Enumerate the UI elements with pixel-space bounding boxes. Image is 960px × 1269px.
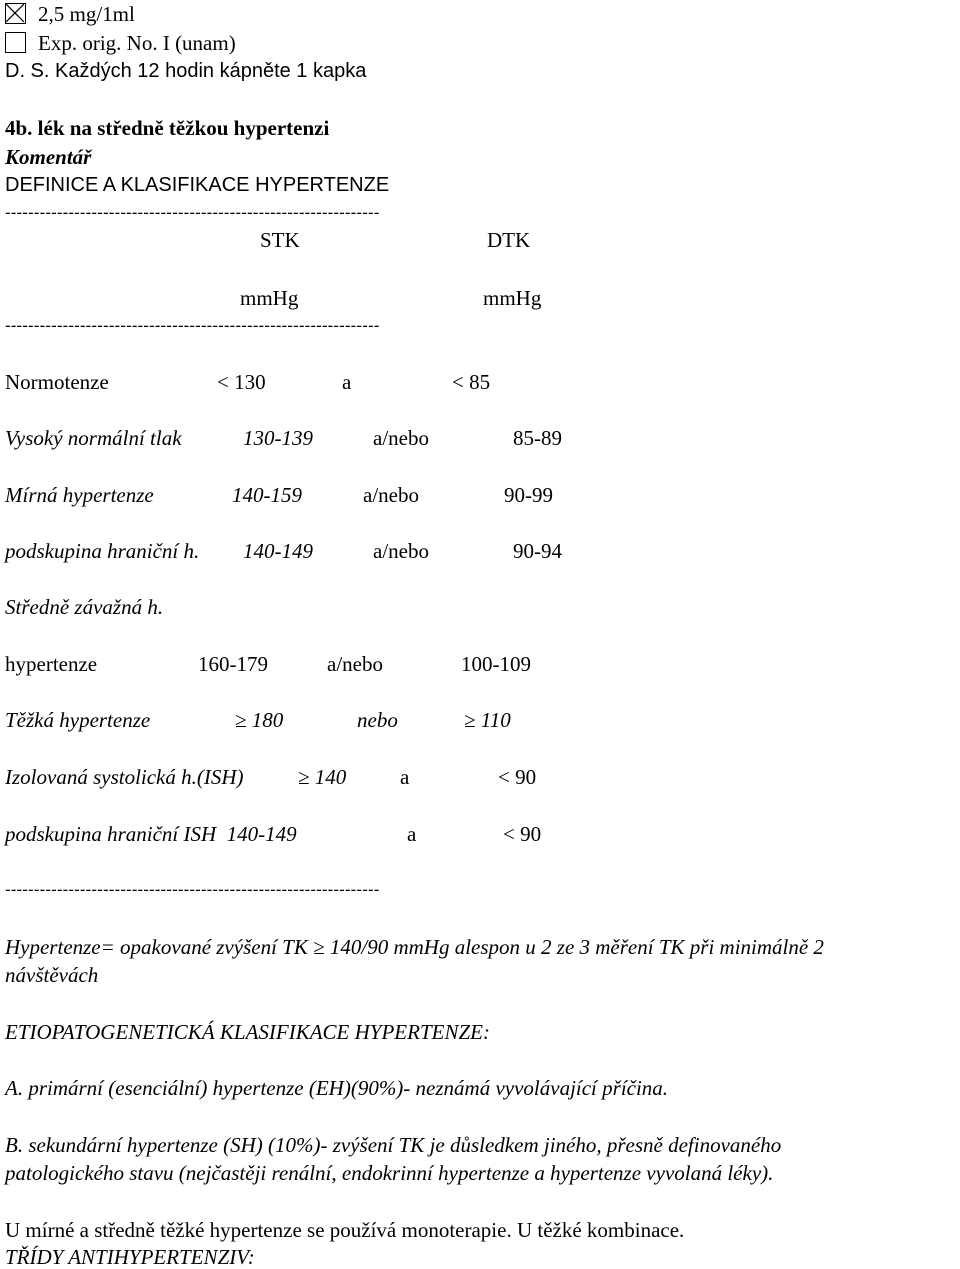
dtk-value: 85-89 [513,426,562,450]
section-title: DEFINICE A KLASIFIKACE HYPERTENZE [5,174,390,196]
stk-value: ≥ 180 [235,708,284,732]
table-units [5,286,905,310]
etio-title: ETIOPATOGENETICKÁ KLASIFIKACE HYPERTENZE: [5,1020,490,1044]
connector: a/nebo [363,483,419,507]
connector: a/nebo [327,652,383,676]
table-row [5,822,905,846]
secondary-hypertension: patologického stavu (nejčastěji renální, endokrinní hypertenze a hypertenze vyvolaná léky). [5,1161,774,1185]
unit-dtk: mmHg [483,286,542,310]
connector: a [400,765,410,789]
stk-value: < 130 [217,370,266,394]
connector: nebo [357,708,398,732]
connector: a/nebo [373,426,429,450]
header-dtk: DTK [487,228,531,252]
primary-hypertension: A. primární (esenciální) hypertenze (EH)(90%)- neznámá vyvolávající příčina. [5,1076,669,1100]
table-row [5,370,905,394]
unit-stk: mmHg [240,286,299,310]
definition-line: Hypertenze= opakované zvýšení TK ≥ 140/90 mmHg alespon u 2 ze 3 měření TK při minimálně 2 [5,935,824,959]
table-row [5,652,905,676]
row-label: Vysoký normální tlak [5,426,182,450]
table-row [5,539,905,563]
connector: a [342,370,352,394]
row-label: hypertenze [5,652,98,676]
heading: 4b. lék na středně těžkou hypertenzi [5,116,330,140]
table-row [5,426,905,450]
definition-line: návštěvách [5,963,99,987]
option-label: 2,5 mg/1ml [38,2,135,26]
header-stk: STK [260,228,300,252]
row-label: Izolovaná systolická h.(ISH) [5,765,244,789]
option-label: Exp. orig. No. I (unam) [38,31,236,55]
connector: a [407,822,417,846]
dtk-value: < 90 [498,765,537,789]
stk-value: 130-139 [243,426,313,450]
table-row [5,595,163,619]
row-label: Těžká hypertenze [5,708,151,732]
row-label: podskupina hraniční ISH 140-149 [5,822,297,846]
comment-label: Komentář [5,145,92,169]
divider: ----------------------------------------------------------------- [5,203,380,222]
unchecked-box-icon [5,32,26,53]
stk-value: 160-179 [198,652,268,676]
dtk-value: ≥ 110 [464,708,511,732]
stk-value: ≥ 140 [298,765,347,789]
divider: ----------------------------------------------------------------- [5,880,380,899]
stk-value: 140-149 [243,539,313,563]
row-label: Středně závažná h. [5,595,164,619]
checked-box-icon [5,3,26,24]
dtk-value: 100-109 [461,652,531,676]
secondary-hypertension: B. sekundární hypertenze (SH) (10%)- zvýšení TK je důsledkem jiného, přesně definovaného [5,1133,782,1157]
row-label: podskupina hraniční h. [5,539,200,563]
dtk-value: 90-94 [513,539,562,563]
divider: ----------------------------------------------------------------- [5,316,380,335]
row-label: Normotenze [5,370,109,394]
table-row [5,483,905,507]
dtk-value: 90-99 [504,483,553,507]
table-row [5,765,905,789]
classes-title: TŘÍDY ANTIHYPERTENZIV: [5,1245,255,1269]
connector: a/nebo [373,539,429,563]
dtk-value: < 90 [503,822,542,846]
table-row [5,708,905,732]
stk-value: 140-159 [232,483,302,507]
dosage-text: D. S. Každých 12 hodin kápněte 1 kapka [5,60,367,82]
row-label: Mírná hypertenze [5,483,154,507]
table-header [5,228,905,252]
dtk-value: < 85 [452,370,491,394]
therapy-text: U mírné a středně těžké hypertenze se používá monoterapie. U těžké kombinace. [5,1218,685,1242]
